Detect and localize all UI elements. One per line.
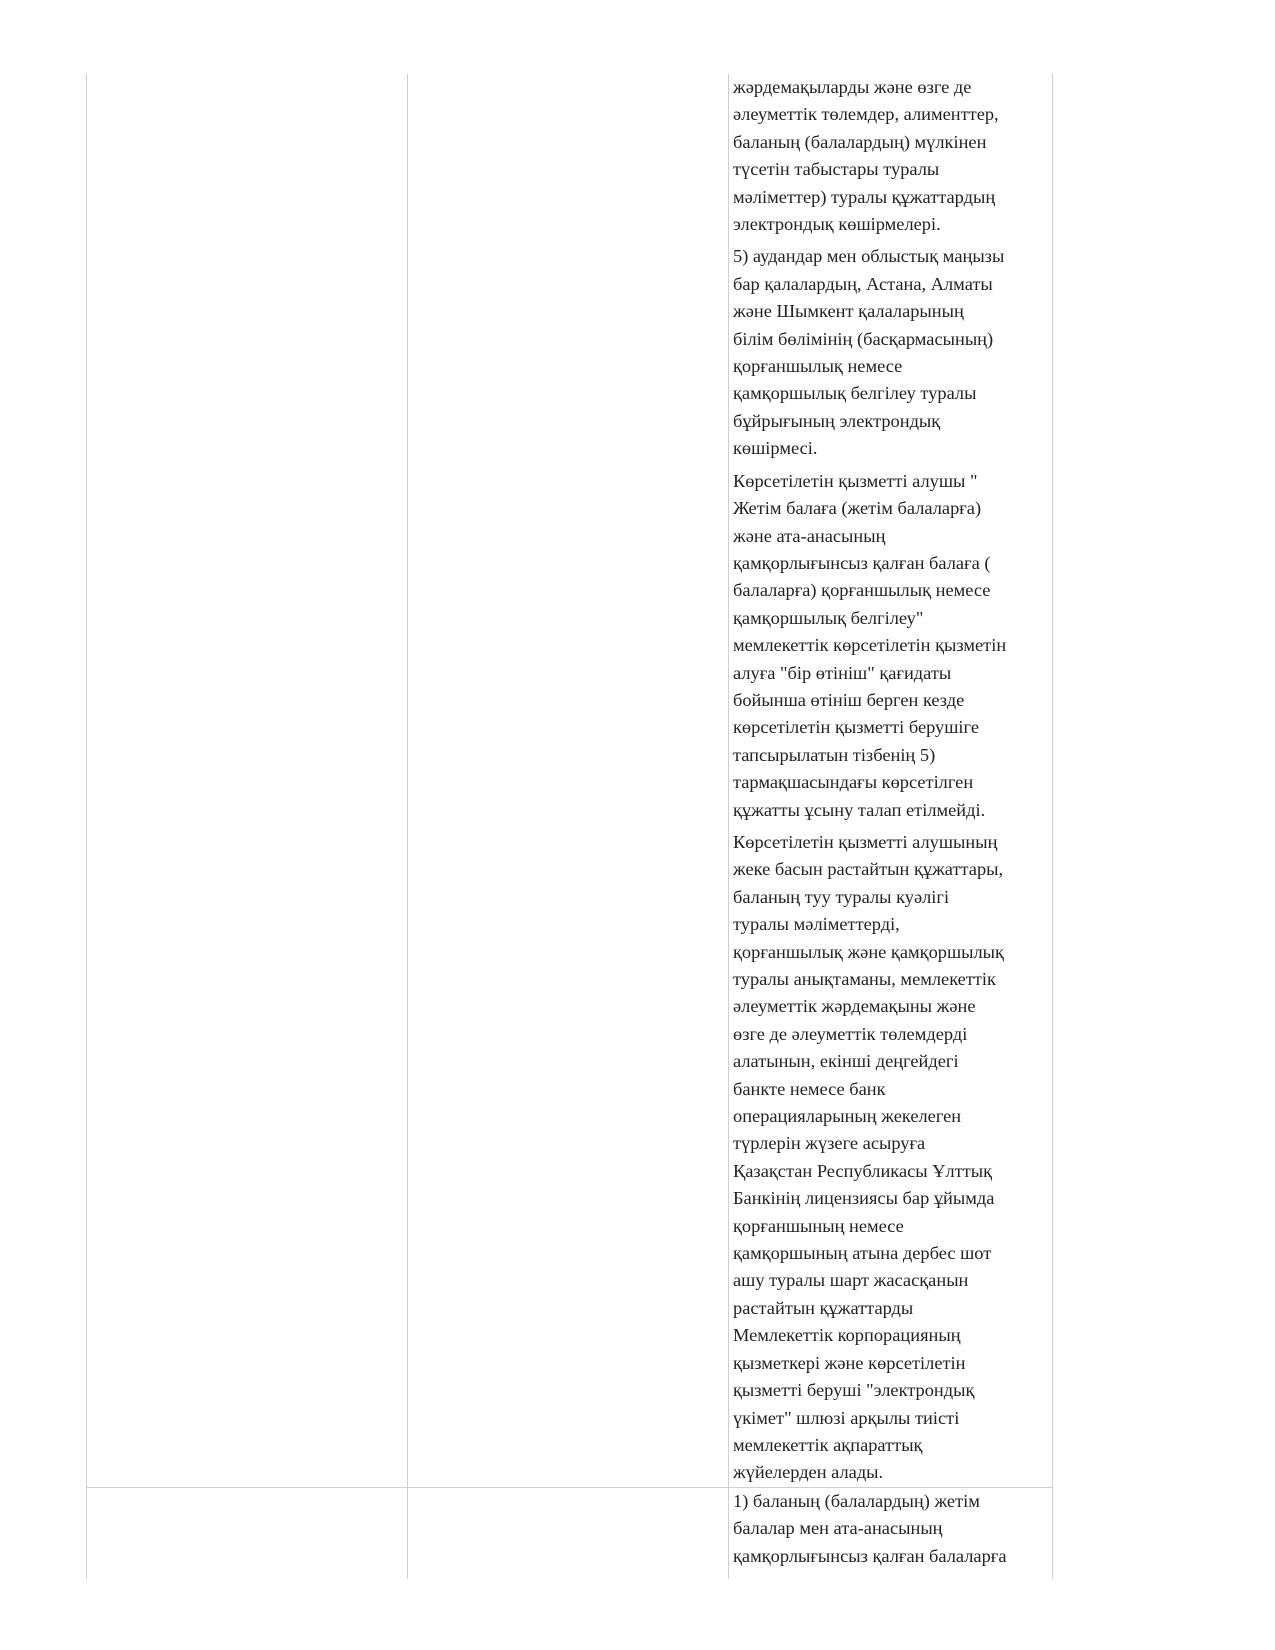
table-cell-empty-2: [408, 1487, 729, 1579]
paragraph-one-application: Көрсетілетін қызметті алушы " Жетім балаға (жетім балаларға) және ата-анасының қамқорлығынсыз қалған балаға ( балаларға) қорғаншылық немесе қамқоршылық белгілеу" мемлекеттік көрсетілетін қызметін алуға "бір өтініш" қағидаты бойынша өтініш берген кезде көрсетілетін қызметті берушіге тапсырылатын тізбенің 5) тармақшасындағы көрсетілген құжатты ұсыну талап етілмейді.: [733, 470, 1007, 820]
table-cell-empty-1: [87, 1487, 408, 1579]
table-row: [87, 74, 1053, 1487]
paragraph-item-5: 5) аудандар мен облыстық маңызы бар қалалардың, Астана, Алматы және Шымкент қалаларының білім бөлімінің (басқармасының) қорғаншылық немесе қамқоршылық белгілеу туралы бұйрығының электрондық көшірмесі.: [733, 246, 1005, 459]
cell-text: [729, 1488, 1052, 1570]
table-cell-description: [729, 1487, 1053, 1579]
table-row: [87, 1487, 1053, 1579]
paragraph-documents-copies: жәрдемақыларды және өзге де әлеуметтік төлемдер, алименттер, баланың (балалардың) мүлкінен түсетін табыстары туралы мәліметтер) туралы құжаттардың электрондық көшірмелері.: [733, 77, 999, 235]
paragraph-gateway-retrieval: Көрсетілетін қызметті алушының жеке басын растайтын құжаттары, баланың туу туралы куәлігі туралы мәліметтерді, қорғаншылық және қамқоршылық туралы анықтаманы, мемлекеттік әлеуметтік жәрдемақыны және өзге де әлеуметтік төлемдерді алатынын, екінші деңгейдегі банкте немесе банк операцияларының жекелеген түрлерін жүзеге асыруға Қазақстан Республикасы Ұлттық Банкінің лицензиясы бар ұйымда қорғаншының немесе қамқоршының атына дербес шот ашу туралы шарт жасасқанын растайтын құжаттарды Мемлекеттік корпорацияның қызметкері және көрсетілетін қызметті беруші "электрондық үкімет" шлюзі арқылы тиісті мемлекеттік ақпараттық жүйелерден алады.: [733, 831, 1004, 1483]
services-table: [86, 74, 1053, 1579]
table-cell-description: [729, 74, 1053, 1487]
cell-text: [729, 74, 1052, 1487]
paragraph-item-1: 1) баланың (балалардың) жетім балалар мен ата-анасының қамқорлығынсыз қалған балаларға: [733, 1490, 1007, 1566]
table-cell-empty-1: [87, 74, 408, 1487]
table-cell-empty-2: [408, 74, 729, 1487]
document-table: [86, 74, 1052, 1579]
